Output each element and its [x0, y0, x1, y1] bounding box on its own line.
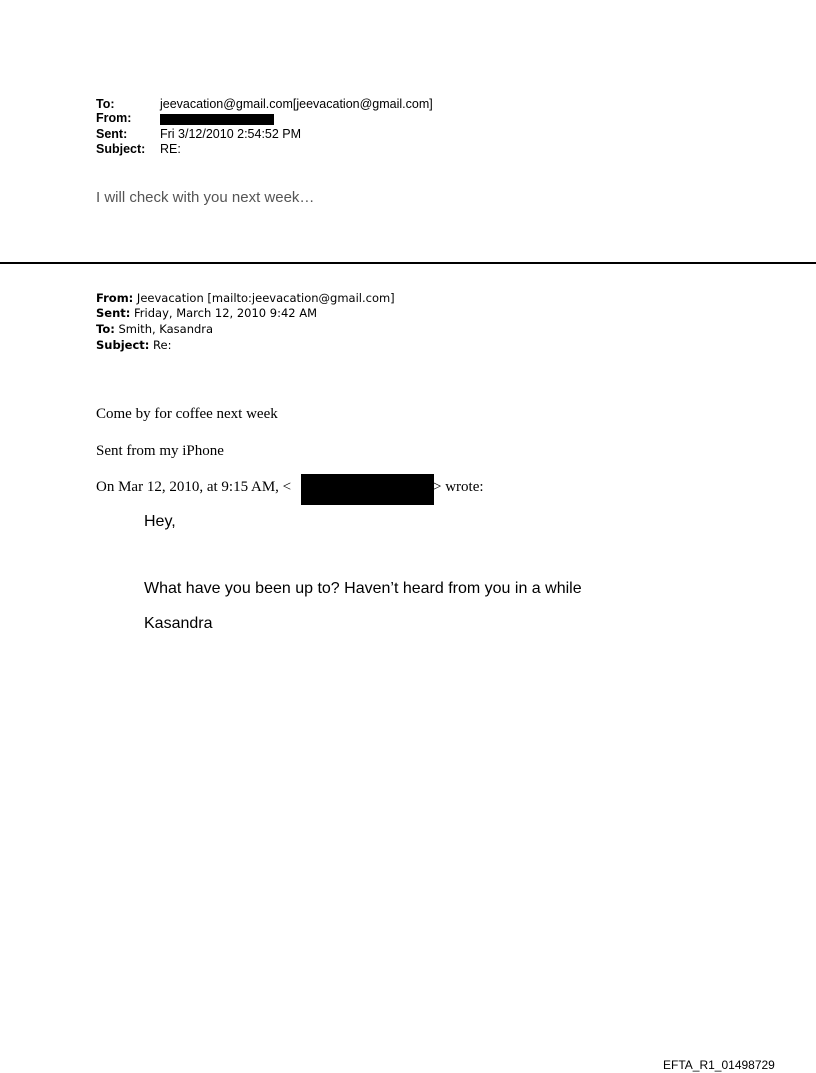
quoted-to-value: Smith, Kasandra — [114, 322, 214, 336]
quoted-from-value: Jeevacation [mailto:jeevacation@gmail.com] — [133, 291, 395, 305]
reply-line-2: Sent from my iPhone — [96, 443, 224, 459]
attribution-prefix: On Mar 12, 2010, at 9:15 AM, < — [96, 479, 292, 495]
sent-label: Sent: — [96, 127, 128, 141]
quoted-body: What have you been up to? Haven’t heard from you in a while — [144, 580, 582, 597]
to-value: jeevacation@gmail.com[jeevacation@gmail.com] — [160, 97, 433, 111]
document-id: EFTA_R1_01498729 — [663, 1058, 775, 1072]
subject-value: RE: — [160, 142, 181, 156]
redaction-block — [160, 114, 274, 125]
subject-label: Subject: — [96, 142, 146, 156]
quoted-sent-value: Friday, March 12, 2010 9:42 AM — [130, 306, 318, 320]
quoted-to-label: To: — [96, 322, 115, 336]
from-label: From: — [96, 111, 132, 125]
quoted-subject-label: Subject: — [96, 338, 150, 352]
divider — [0, 262, 816, 264]
quoted-sent — [96, 306, 317, 320]
quoted-subject-value: Re: — [149, 338, 172, 352]
quoted-subject — [96, 338, 171, 352]
redaction-block — [301, 474, 434, 505]
to-label: To: — [96, 97, 115, 111]
quoted-from — [96, 291, 395, 305]
quoted-from-label: From: — [96, 291, 134, 305]
quoted-greeting: Hey, — [144, 513, 176, 530]
attribution-suffix: > wrote: — [433, 479, 484, 495]
quoted-sent-label: Sent: — [96, 306, 131, 320]
quoted-signature: Kasandra — [144, 615, 213, 632]
sent-value: Fri 3/12/2010 2:54:52 PM — [160, 127, 302, 141]
quoted-to — [96, 322, 213, 336]
email-body: I will check with you next week… — [96, 189, 315, 206]
reply-line-1: Come by for coffee next week — [96, 406, 278, 422]
